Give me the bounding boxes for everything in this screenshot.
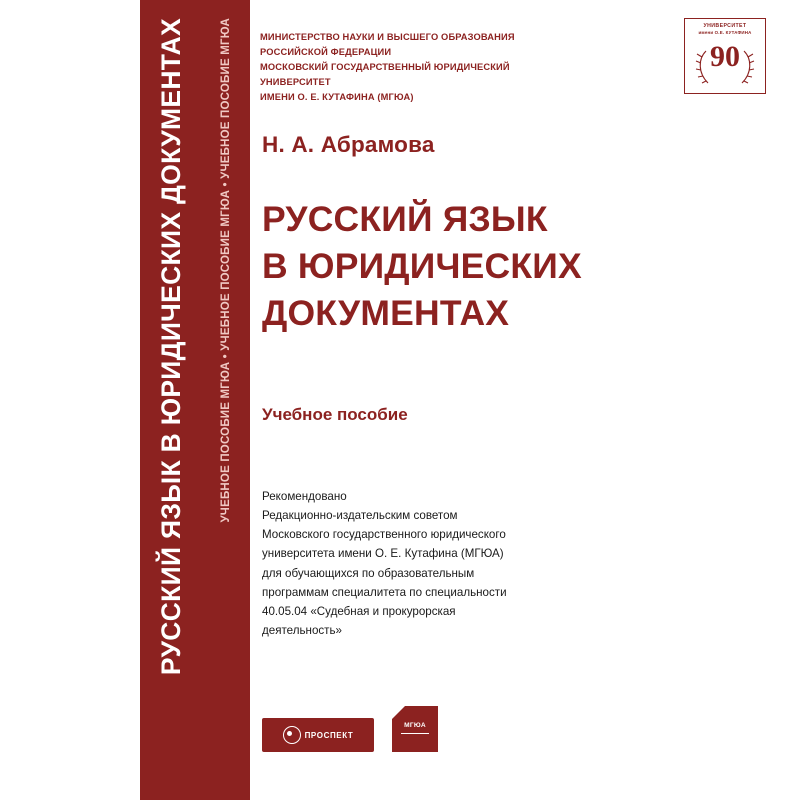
book-spine: [140, 0, 250, 800]
mgua-logo-rule: [401, 733, 429, 734]
publisher-logo-inner: [283, 726, 354, 744]
recommendation-line-1: Рекомендовано: [262, 490, 347, 503]
cover-front-face: [250, 0, 800, 800]
book-title: [262, 196, 732, 338]
recommendation-line-4: университета имени О. Е. Кутафина (МГЮА): [262, 547, 504, 561]
recommendation-line-2: Редакционно-издательским советом: [262, 509, 458, 523]
spine-inner: [140, 0, 250, 800]
emblem-caption-line-1: УНИВЕРСИТЕТ: [703, 23, 747, 29]
publisher-logo-label: ПРОСПЕКТ: [304, 730, 354, 740]
mgua-logo-corner-fold: [392, 706, 405, 719]
title-line-1: РУССКИЙ ЯЗЫК: [262, 199, 548, 239]
university-logo-mgua: [392, 706, 444, 758]
prospekt-mark-icon: [283, 726, 301, 744]
recommendation-line-3: Московского государственного юридического: [262, 528, 506, 542]
recommendation-line-5: для обучающихся по образовательным: [262, 566, 475, 580]
emblem-anniversary-number: 90: [710, 39, 740, 73]
publisher-line-3: ИМЕНИ О. Е. КУТАФИНА (МГЮА): [260, 92, 414, 103]
recommendation-block: [262, 487, 622, 640]
publisher-logo-prospekt: [262, 718, 374, 752]
author-name: Н. А. Абрамова: [262, 132, 435, 157]
spine-series-text: УЧЕБНОЕ ПОСОБИЕ МГЮА • УЧЕБНОЕ ПОСОБИЕ МГЮА • УЧЕБНОЕ ПОСОБИЕ МГЮА: [220, 18, 232, 523]
university-logo-label: МГЮА: [404, 722, 426, 729]
publisher-line-1: МИНИСТЕРСТВО НАУКИ И ВЫСШЕГО ОБРАЗОВАНИЯ РОССИЙСКОЙ ФЕДЕРАЦИИ: [260, 32, 515, 58]
emblem-caption: [685, 23, 765, 36]
recommendation-line-8: деятельность»: [262, 623, 342, 637]
title-line-2: В ЮРИДИЧЕСКИХ: [262, 246, 582, 287]
book-subtitle: Учебное пособие: [262, 405, 408, 424]
publisher-block: [260, 30, 580, 105]
recommendation-line-6: программам специалитета по специальности: [262, 585, 507, 599]
recommendation-line-7: 40.05.04 «Судебная и прокурорская: [262, 604, 456, 618]
title-line-3: ДОКУМЕНТАХ: [262, 293, 510, 334]
university-emblem: [684, 18, 766, 94]
emblem-caption-line-2: имени О.Е. КУТАФИНА: [698, 30, 752, 36]
spine-title: РУССКИЙ ЯЗЫК В ЮРИДИЧЕСКИХ ДОКУМЕНТАХ: [155, 18, 186, 676]
publisher-line-2: МОСКОВСКИЙ ГОСУДАРСТВЕННЫЙ ЮРИДИЧЕСКИЙ УНИВЕРСИТЕТ: [260, 62, 510, 88]
